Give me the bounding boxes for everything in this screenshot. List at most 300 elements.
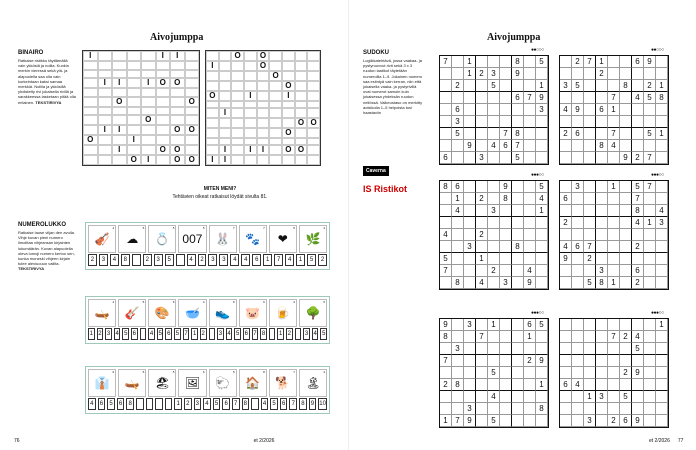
sudoku-cell[interactable]: 8	[632, 205, 644, 217]
binairo-cell[interactable]	[307, 71, 320, 81]
binairo-cell[interactable]	[170, 70, 185, 79]
sudoku-cell[interactable]	[644, 104, 656, 116]
sudoku-cell[interactable]	[524, 140, 536, 152]
sudoku-cell[interactable]	[644, 391, 656, 403]
sudoku-cell[interactable]: 2	[440, 379, 452, 391]
sudoku-cell[interactable]	[488, 403, 500, 415]
answer-cell[interactable]: 4	[203, 398, 211, 410]
sudoku-cell[interactable]: 6	[500, 140, 512, 152]
answer-cell[interactable]: 5	[270, 398, 278, 410]
sudoku-cell[interactable]: 9	[500, 181, 512, 193]
answer-cell[interactable]: 3	[194, 398, 202, 410]
binairo-cell[interactable]	[295, 155, 308, 165]
binairo-cell[interactable]	[269, 61, 282, 71]
answer-cell[interactable]: 4	[114, 328, 121, 340]
sudoku-cell[interactable]: 9	[524, 277, 536, 289]
binairo-cell[interactable]	[185, 78, 200, 88]
sudoku-cell[interactable]	[608, 355, 620, 367]
sudoku-cell[interactable]	[560, 181, 572, 193]
sudoku-cell[interactable]: 4	[632, 92, 644, 104]
sudoku-cell[interactable]	[440, 367, 452, 379]
answer-cell[interactable]: 4	[88, 398, 96, 410]
sudoku-cell[interactable]	[524, 217, 536, 229]
sudoku-cell[interactable]	[596, 241, 608, 253]
answer-cell[interactable]: 4	[285, 254, 294, 266]
sudoku-cell[interactable]	[464, 355, 476, 367]
sudoku-cell[interactable]: 8	[440, 181, 452, 193]
sudoku-cell[interactable]: 3	[656, 217, 668, 229]
sudoku-cell[interactable]	[464, 253, 476, 265]
sudoku-cell[interactable]	[464, 116, 476, 128]
sudoku-cell[interactable]	[500, 343, 512, 355]
sudoku-cell[interactable]	[524, 128, 536, 140]
sudoku-cell[interactable]	[644, 241, 656, 253]
sudoku-cell[interactable]: 8	[500, 193, 512, 205]
binairo-cell[interactable]	[307, 61, 320, 71]
sudoku-cell[interactable]: 7	[524, 92, 536, 104]
binairo-cell[interactable]	[170, 107, 185, 116]
answer-cell[interactable]	[136, 398, 144, 410]
binairo-cell[interactable]	[170, 115, 185, 125]
binairo-cell[interactable]	[98, 61, 113, 70]
binairo-cell[interactable]	[231, 81, 244, 91]
sudoku-cell[interactable]	[476, 116, 488, 128]
answer-cell[interactable]: 3	[154, 254, 163, 266]
sudoku-cell[interactable]	[524, 205, 536, 217]
binairo-cell[interactable]	[170, 88, 185, 97]
binairo-cell[interactable]	[156, 155, 171, 165]
sudoku-cell[interactable]	[536, 128, 548, 140]
answer-cell[interactable]: 1	[191, 328, 198, 340]
binairo-cell[interactable]: O	[156, 78, 171, 88]
sudoku-cell[interactable]	[512, 277, 524, 289]
sudoku-cell[interactable]	[644, 319, 656, 331]
answer-cell[interactable]: 5	[107, 398, 115, 410]
sudoku-cell[interactable]: 1	[536, 379, 548, 391]
binairo-cell[interactable]	[206, 81, 219, 91]
answer-cell[interactable]: 4	[230, 254, 239, 266]
sudoku-cell[interactable]	[560, 116, 572, 128]
sudoku-cell[interactable]	[560, 415, 572, 427]
sudoku-cell[interactable]	[656, 367, 668, 379]
sudoku-cell[interactable]	[464, 193, 476, 205]
sudoku-cell[interactable]	[572, 193, 584, 205]
sudoku-cell[interactable]	[644, 229, 656, 241]
sudoku-cell[interactable]	[584, 68, 596, 80]
answer-cell[interactable]: 5	[320, 328, 327, 340]
sudoku-cell[interactable]	[476, 355, 488, 367]
sudoku-cell[interactable]	[584, 229, 596, 241]
answer-cell[interactable]: 8	[126, 398, 134, 410]
sudoku-cell[interactable]: 8	[512, 128, 524, 140]
sudoku-cell[interactable]	[596, 116, 608, 128]
binairo-cell[interactable]	[98, 88, 113, 97]
binairo-cell[interactable]	[307, 81, 320, 91]
sudoku-cell[interactable]	[524, 68, 536, 80]
binairo-cell[interactable]	[269, 138, 282, 145]
sudoku-cell[interactable]	[596, 343, 608, 355]
sudoku-cell[interactable]	[656, 355, 668, 367]
binairo-cell[interactable]	[231, 101, 244, 108]
binairo-cell[interactable]: O	[170, 125, 185, 135]
sudoku-cell[interactable]: 8	[536, 403, 548, 415]
sudoku-cell[interactable]	[620, 56, 632, 68]
binairo-cell[interactable]	[282, 61, 295, 71]
sudoku-cell[interactable]	[620, 277, 632, 289]
sudoku-cell[interactable]	[656, 265, 668, 277]
sudoku-cell[interactable]	[584, 80, 596, 92]
binairo-cell[interactable]: I	[219, 108, 232, 118]
binairo-cell[interactable]	[156, 115, 171, 125]
sudoku-cell[interactable]	[608, 391, 620, 403]
sudoku-cell[interactable]	[536, 140, 548, 152]
binairo-cell[interactable]: O	[257, 61, 270, 71]
binairo-cell[interactable]	[98, 51, 113, 61]
sudoku-cell[interactable]	[632, 379, 644, 391]
sudoku-cell[interactable]	[452, 403, 464, 415]
sudoku-cell[interactable]	[596, 205, 608, 217]
sudoku-cell[interactable]	[608, 265, 620, 277]
answer-cell[interactable]: 9	[309, 398, 317, 410]
sudoku-cell[interactable]	[536, 343, 548, 355]
sudoku-cell[interactable]	[488, 343, 500, 355]
binairo-cell[interactable]: O	[282, 81, 295, 91]
sudoku-cell[interactable]: 4	[560, 104, 572, 116]
binairo-cell[interactable]	[231, 145, 244, 155]
sudoku-cell[interactable]: 1	[488, 319, 500, 331]
sudoku-cell[interactable]	[512, 181, 524, 193]
answer-cell[interactable]: 3	[99, 254, 108, 266]
sudoku-cell[interactable]: 5	[440, 253, 452, 265]
sudoku-cell[interactable]	[512, 355, 524, 367]
sudoku-cell[interactable]	[572, 415, 584, 427]
sudoku-cell[interactable]	[620, 241, 632, 253]
sudoku-cell[interactable]	[572, 68, 584, 80]
binairo-cell[interactable]	[141, 107, 156, 116]
sudoku-cell[interactable]: 5	[572, 80, 584, 92]
sudoku-cell[interactable]	[644, 379, 656, 391]
sudoku-cell[interactable]: 8	[452, 379, 464, 391]
answer-cell[interactable]: 4	[148, 328, 155, 340]
sudoku-cell[interactable]: 5	[488, 80, 500, 92]
binairo-cell[interactable]	[98, 107, 113, 116]
sudoku-cell[interactable]: 1	[608, 181, 620, 193]
sudoku-cell[interactable]	[608, 367, 620, 379]
binairo-cell[interactable]: I	[112, 125, 127, 135]
sudoku-cell[interactable]	[500, 403, 512, 415]
answer-cell[interactable]: 3	[208, 254, 217, 266]
sudoku-cell[interactable]	[512, 331, 524, 343]
sudoku-cell[interactable]	[656, 415, 668, 427]
binairo-cell[interactable]	[307, 51, 320, 61]
sudoku-cell[interactable]	[500, 68, 512, 80]
sudoku-cell[interactable]: 1	[608, 277, 620, 289]
answer-cell[interactable]: 2	[184, 398, 192, 410]
answer-cell[interactable]: 6	[252, 254, 261, 266]
binairo-cell[interactable]	[98, 155, 113, 165]
sudoku-cell[interactable]	[656, 116, 668, 128]
binairo-cell[interactable]: I	[98, 78, 113, 88]
sudoku-cell[interactable]: 8	[620, 80, 632, 92]
binairo-cell[interactable]	[257, 138, 270, 145]
binairo-cell[interactable]	[206, 51, 219, 61]
sudoku-cell[interactable]: 3	[572, 181, 584, 193]
sudoku-cell[interactable]	[452, 355, 464, 367]
binairo-cell[interactable]	[112, 155, 127, 165]
sudoku-cell[interactable]	[560, 355, 572, 367]
sudoku-cell[interactable]	[656, 253, 668, 265]
sudoku-cell[interactable]	[512, 80, 524, 92]
sudoku-cell[interactable]: 6	[620, 415, 632, 427]
answer-cell[interactable]: 2	[143, 254, 152, 266]
sudoku-cell[interactable]	[572, 355, 584, 367]
sudoku-cell[interactable]: 6	[452, 104, 464, 116]
sudoku-cell[interactable]	[488, 379, 500, 391]
answer-cell[interactable]: 8	[260, 328, 267, 340]
sudoku-cell[interactable]	[524, 152, 536, 164]
binairo-cell[interactable]: O	[170, 78, 185, 88]
sudoku-cell[interactable]	[440, 128, 452, 140]
sudoku-cell[interactable]: 1	[536, 80, 548, 92]
sudoku-cell[interactable]	[512, 379, 524, 391]
binairo-cell[interactable]	[83, 61, 98, 70]
sudoku-cell[interactable]	[536, 229, 548, 241]
binairo-cell[interactable]	[127, 107, 142, 116]
sudoku-cell[interactable]: 3	[596, 265, 608, 277]
sudoku-cell[interactable]	[584, 152, 596, 164]
sudoku-cell[interactable]	[560, 331, 572, 343]
binairo-cell[interactable]	[307, 155, 320, 165]
binairo-cell[interactable]	[127, 51, 142, 61]
answer-cell[interactable]: 5	[213, 398, 221, 410]
sudoku-cell[interactable]	[464, 181, 476, 193]
sudoku-cell[interactable]	[608, 379, 620, 391]
sudoku-cell[interactable]	[632, 355, 644, 367]
sudoku-cell[interactable]	[476, 92, 488, 104]
answer-cell[interactable]: 6	[98, 398, 106, 410]
sudoku-cell[interactable]	[488, 116, 500, 128]
sudoku-cell[interactable]	[620, 193, 632, 205]
answer-cell[interactable]: 3	[105, 328, 112, 340]
sudoku-cell[interactable]	[524, 391, 536, 403]
binairo-cell[interactable]: O	[307, 118, 320, 128]
sudoku-cell[interactable]	[452, 229, 464, 241]
sudoku-cell[interactable]	[512, 415, 524, 427]
sudoku-cell[interactable]	[440, 217, 452, 229]
sudoku-cell[interactable]	[512, 104, 524, 116]
binairo-cell[interactable]	[307, 128, 320, 138]
sudoku-cell[interactable]: 9	[536, 355, 548, 367]
binairo-cell[interactable]	[257, 128, 270, 138]
binairo-cell[interactable]: I	[206, 155, 219, 165]
sudoku-cell[interactable]	[596, 403, 608, 415]
answer-cell[interactable]: 2	[318, 254, 327, 266]
sudoku-cell[interactable]	[488, 253, 500, 265]
binairo-cell[interactable]	[269, 101, 282, 108]
sudoku-cell[interactable]: 8	[452, 277, 464, 289]
sudoku-cell[interactable]	[512, 193, 524, 205]
sudoku-cell[interactable]	[464, 391, 476, 403]
sudoku-cell[interactable]	[620, 253, 632, 265]
sudoku-cell[interactable]	[656, 331, 668, 343]
sudoku-cell[interactable]: 7	[476, 331, 488, 343]
sudoku-cell[interactable]	[644, 355, 656, 367]
sudoku-cell[interactable]: 2	[476, 229, 488, 241]
binairo-cell[interactable]	[112, 115, 127, 125]
sudoku-cell[interactable]	[476, 391, 488, 403]
binairo-cell[interactable]	[282, 101, 295, 108]
sudoku-cell[interactable]	[620, 92, 632, 104]
answer-cell[interactable]	[140, 328, 147, 340]
sudoku-cell[interactable]: 2	[524, 355, 536, 367]
sudoku-cell[interactable]	[512, 343, 524, 355]
sudoku-cell[interactable]	[572, 265, 584, 277]
sudoku-cell[interactable]	[536, 367, 548, 379]
answer-cell[interactable]: 10	[318, 398, 327, 410]
answer-cell[interactable]: 1	[296, 254, 305, 266]
sudoku-cell[interactable]	[560, 56, 572, 68]
binairo-cell[interactable]	[244, 101, 257, 108]
sudoku-cell[interactable]	[464, 92, 476, 104]
answer-cell[interactable]: 2	[286, 328, 293, 340]
sudoku-cell[interactable]: 5	[584, 277, 596, 289]
sudoku-cell[interactable]	[572, 116, 584, 128]
sudoku-cell[interactable]	[632, 319, 644, 331]
binairo-cell[interactable]	[231, 118, 244, 128]
sudoku-cell[interactable]	[596, 415, 608, 427]
sudoku-cell[interactable]: 3	[488, 205, 500, 217]
sudoku-cell[interactable]	[608, 80, 620, 92]
binairo-cell[interactable]: O	[231, 51, 244, 61]
sudoku-cell[interactable]: 9	[536, 92, 548, 104]
binairo-cell[interactable]	[295, 108, 308, 118]
binairo-cell[interactable]	[269, 51, 282, 61]
sudoku-cell[interactable]	[608, 343, 620, 355]
sudoku-cell[interactable]	[476, 319, 488, 331]
binairo-cell[interactable]	[282, 51, 295, 61]
binairo-cell[interactable]: O	[156, 145, 171, 155]
binairo-cell[interactable]	[244, 61, 257, 71]
sudoku-cell[interactable]: 6	[512, 92, 524, 104]
sudoku-cell[interactable]: 9	[560, 253, 572, 265]
binairo-cell[interactable]: I	[257, 145, 270, 155]
binairo-cell[interactable]	[83, 145, 98, 155]
sudoku-cell[interactable]	[596, 80, 608, 92]
binairo-cell[interactable]	[206, 108, 219, 118]
binairo-cell[interactable]	[112, 107, 127, 116]
sudoku-cell[interactable]	[500, 379, 512, 391]
binairo-cell[interactable]	[112, 51, 127, 61]
binairo-cell[interactable]	[219, 118, 232, 128]
binairo-cell[interactable]	[307, 91, 320, 101]
binairo-cell[interactable]	[231, 61, 244, 71]
sudoku-cell[interactable]: 4	[524, 265, 536, 277]
sudoku-cell[interactable]: 1	[524, 331, 536, 343]
binairo-cell[interactable]	[219, 91, 232, 101]
binairo-cell[interactable]: O	[282, 128, 295, 138]
sudoku-cell[interactable]	[596, 253, 608, 265]
binairo-cell[interactable]	[141, 88, 156, 97]
binairo-cell[interactable]	[244, 51, 257, 61]
binairo-cell[interactable]	[98, 115, 113, 125]
binairo-cell[interactable]	[83, 70, 98, 79]
sudoku-cell[interactable]	[560, 152, 572, 164]
binairo-cell[interactable]	[219, 128, 232, 138]
sudoku-cell[interactable]	[512, 265, 524, 277]
sudoku-cell[interactable]	[656, 241, 668, 253]
sudoku-cell[interactable]: 6	[524, 319, 536, 331]
sudoku-cell[interactable]	[632, 104, 644, 116]
sudoku-cell[interactable]	[572, 217, 584, 229]
sudoku-cell[interactable]	[476, 217, 488, 229]
sudoku-cell[interactable]	[644, 403, 656, 415]
sudoku-cell[interactable]	[632, 391, 644, 403]
sudoku-cell[interactable]	[584, 217, 596, 229]
sudoku-cell[interactable]: 2	[644, 80, 656, 92]
binairo-cell[interactable]	[83, 155, 98, 165]
sudoku-cell[interactable]: 9	[440, 319, 452, 331]
sudoku-cell[interactable]	[500, 241, 512, 253]
binairo-cell[interactable]	[282, 108, 295, 118]
sudoku-cell[interactable]: 6	[632, 56, 644, 68]
sudoku-cell[interactable]	[476, 343, 488, 355]
sudoku-cell[interactable]	[656, 343, 668, 355]
binairo-cell[interactable]	[219, 61, 232, 71]
binairo-cell[interactable]: I	[170, 51, 185, 61]
sudoku-cell[interactable]	[560, 277, 572, 289]
binairo-cell[interactable]: I	[219, 145, 232, 155]
sudoku-cell[interactable]	[488, 229, 500, 241]
sudoku-cell[interactable]	[620, 265, 632, 277]
sudoku-cell[interactable]	[596, 193, 608, 205]
binairo-cell[interactable]	[98, 135, 113, 145]
binairo-cell[interactable]	[231, 128, 244, 138]
sudoku-cell[interactable]	[644, 205, 656, 217]
sudoku-cell[interactable]	[476, 104, 488, 116]
sudoku-cell[interactable]	[584, 140, 596, 152]
binairo-cell[interactable]	[269, 145, 282, 155]
answer-cell[interactable]: 1	[174, 398, 182, 410]
sudoku-cell[interactable]	[464, 379, 476, 391]
sudoku-cell[interactable]	[656, 68, 668, 80]
binairo-cell[interactable]	[295, 128, 308, 138]
sudoku-cell[interactable]: 4	[632, 331, 644, 343]
binairo-cell[interactable]	[231, 108, 244, 118]
sudoku-cell[interactable]	[452, 92, 464, 104]
sudoku-cell[interactable]	[512, 319, 524, 331]
answer-cell[interactable]: 5	[165, 254, 174, 266]
answer-cell[interactable]: 8	[121, 254, 130, 266]
sudoku-cell[interactable]: 2	[488, 265, 500, 277]
sudoku-cell[interactable]	[452, 319, 464, 331]
sudoku-cell[interactable]: 5	[644, 128, 656, 140]
sudoku-cell[interactable]: 9	[632, 367, 644, 379]
sudoku-cell[interactable]: 7	[632, 193, 644, 205]
sudoku-cell[interactable]: 8	[440, 331, 452, 343]
sudoku-cell[interactable]	[560, 391, 572, 403]
sudoku-cell[interactable]: 7	[452, 415, 464, 427]
sudoku-cell[interactable]: 7	[608, 128, 620, 140]
sudoku-cell[interactable]	[452, 217, 464, 229]
binairo-cell[interactable]	[98, 97, 113, 107]
sudoku-cell[interactable]	[632, 229, 644, 241]
binairo-cell[interactable]	[185, 51, 200, 61]
sudoku-cell[interactable]	[464, 229, 476, 241]
sudoku-cell[interactable]: 9	[632, 415, 644, 427]
sudoku-cell[interactable]: 1	[464, 68, 476, 80]
binairo-cell[interactable]	[112, 61, 127, 70]
binairo-cell[interactable]: I	[141, 78, 156, 88]
